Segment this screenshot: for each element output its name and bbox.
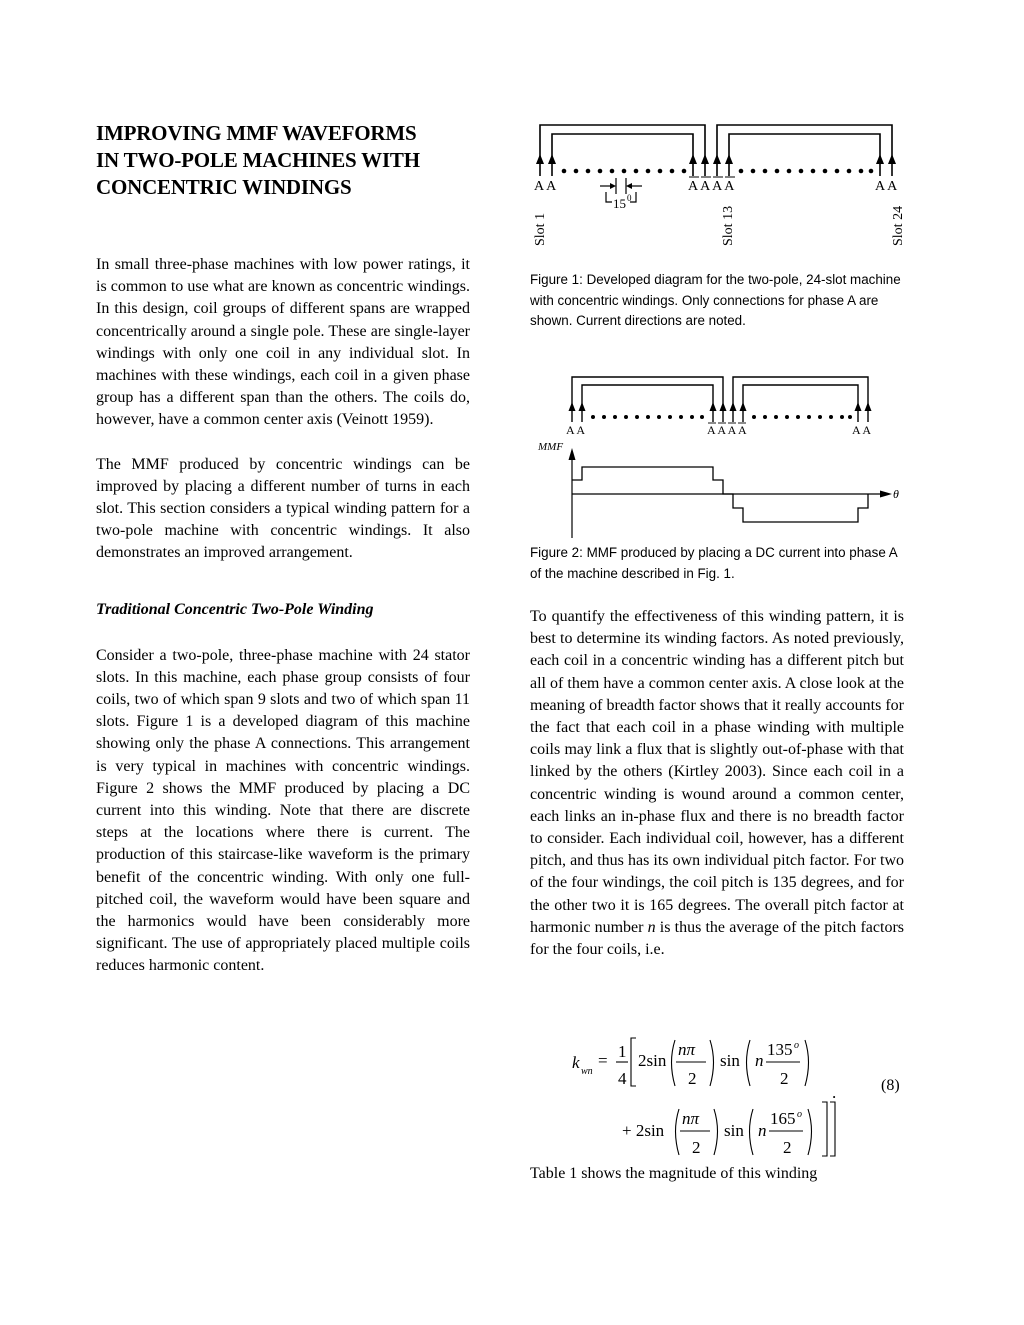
equation-8	[530, 1032, 910, 1158]
winding-factor-paragraph	[530, 606, 904, 961]
label-abar-mid: A A A A	[688, 179, 735, 194]
eq-n-1: n	[755, 1051, 764, 1070]
phase-labels-2	[566, 423, 871, 437]
theta-axis-label: θ	[893, 487, 899, 501]
slot-24-label: Slot 24	[891, 205, 906, 246]
improvement-paragraph: The MMF produced by concentric windings can be improved by placing a different number of turns in each slot. This section considers a typical winding pattern for a two-pole machine with concentric windings. It also demonstrates an improved arrangement.	[96, 455, 470, 562]
label2-a-right: A A	[852, 423, 872, 437]
paper-title	[96, 120, 470, 201]
label-a-left: A A	[534, 179, 557, 194]
winding-factor-paragraph-block	[530, 606, 904, 961]
table-intro-paragraph: Table 1 shows the magnitude of this winding	[530, 1165, 818, 1182]
eq-two-1: 2	[688, 1069, 697, 1088]
eq-sin-2: sin	[724, 1121, 744, 1140]
figure-2-mmf-diagram	[530, 372, 910, 542]
figure-1-winding-diagram	[530, 118, 910, 252]
eq-frac-den: 4	[618, 1069, 627, 1088]
eq-plus-2sin: + 2sin	[622, 1121, 665, 1140]
eq-k: k	[572, 1053, 580, 1072]
eq-n-2: n	[758, 1121, 767, 1140]
intro-paragraph: In small three-phase machines with low power ratings, it is common to use what are known as concentric windings. In this design, coil groups of different spans are wrapped concentrically around a single pole. These are single-layer windings with only one coil in any individual slot. In machines with these windings, each coil in a given phase group has a different span than the others. The coils do, however, have a common center axis (Veinott 1959).	[96, 256, 470, 429]
title-line-2: IN TWO-POLE MACHINES WITH	[96, 148, 420, 172]
coil-connections	[540, 125, 892, 156]
table-intro-block	[530, 1163, 904, 1185]
arrow-heads	[536, 154, 896, 164]
eq-deg-sup-1: o	[794, 1040, 799, 1051]
equation-number: (8)	[881, 1077, 900, 1094]
p4-end: is thus the average of the pitch factors for the four coils, i.e.	[530, 918, 905, 959]
label2-a-left: A A	[566, 423, 586, 437]
slot-13-label: Slot 13	[721, 205, 736, 246]
p4-var-n: n	[647, 918, 656, 936]
eq-npi-2: nπ	[682, 1109, 700, 1128]
section-heading: Traditional Concentric Two-Pole Winding	[96, 600, 374, 618]
figure-1-caption: Figure 1: Developed diagram for the two-pole, 24-slot machine with concentric windings. Only connections for phase A are shown. Current directions are noted.	[530, 272, 901, 328]
current-arrows-2	[572, 404, 868, 422]
label2-abar-mid: A A A A	[707, 423, 747, 437]
title-line-1: IMPROVING MMF WAVEFORMS	[96, 121, 417, 145]
angle-superscript: 0	[627, 193, 632, 203]
angle-marker	[600, 178, 642, 211]
eq-two-4: 2	[783, 1138, 792, 1157]
angle-label: 15	[613, 196, 626, 211]
title-line-3: CONCENTRIC WINDINGS	[96, 175, 352, 199]
eq-two-3: 2	[692, 1138, 701, 1157]
eq-period: .	[832, 1083, 837, 1102]
eq-sin-1: sin	[720, 1051, 740, 1070]
mmf-axes	[569, 448, 893, 538]
eq-equals: =	[598, 1051, 608, 1070]
arrow-heads-2	[569, 402, 872, 411]
eq-165: 165	[770, 1109, 796, 1128]
eq-frac-num: 1	[618, 1042, 627, 1061]
eq-135: 135	[767, 1040, 793, 1059]
mmf-axis-label: MMF	[538, 441, 564, 453]
figure-2-caption: Figure 2: MMF produced by placing a DC current into phase A of the machine described in Fig. 1.	[530, 545, 897, 581]
phase-labels	[534, 179, 898, 194]
eq-2sin-1: 2sin	[638, 1051, 667, 1070]
left-column	[96, 120, 470, 978]
label-a-right: A A	[875, 179, 898, 194]
p4-start: To quantify the effectiveness of this winding pattern, it is best to determine its winding factors. As noted previously, each coil in a concentric winding has a different pitch but all of them have a common center axis. A close look at the meaning of breadth factor shows that it really accounts for the fact that each coil in a phase winding with multiple coils may link a flux that is slightly out-of-phase with that linked by the others (Kirtley 2003). Since each coil in a concentric winding is wound around a common center, each links an in-phase flux and there is no breadth factor to consider. Each individual coil, however, has a different pitch, and thus has its own individual pitch factor. For two of the four windings, the coil pitch is 135 degrees, and for the other two it is 165 degrees. The overall pitch factor at harmonic number	[530, 608, 904, 936]
eq-npi-1: nπ	[678, 1040, 696, 1059]
coil-connections-2	[572, 377, 868, 404]
eq-two-2: 2	[780, 1069, 789, 1088]
slot-dots-2	[591, 415, 852, 419]
slot-1-label: Slot 1	[533, 212, 548, 246]
eq-deg-sup-2: o	[797, 1109, 802, 1120]
traditional-winding-paragraph: Consider a two-pole, three-phase machine with 24 stator slots. In this machine, each phase group consists of four coils, two of which span 9 slots and two of which span 11 slots. Figure 1 is a developed diagram of this machine showing only the phase A connections. This arrangement is very typical in machines with concentric windings. Figure 2 shows the MMF produced by placing a DC current into this winding. Note that there are discrete steps at the locations where there is current. The production of this staircase-like waveform is the primary benefit of the concentric winding. With only one full-pitched coil, the waveform would have been square and the harmonics would have been considerably more significant. The use of appropriately placed multiple coils reduces harmonic content.	[96, 646, 470, 975]
eq-k-subscript: wn	[581, 1066, 593, 1077]
